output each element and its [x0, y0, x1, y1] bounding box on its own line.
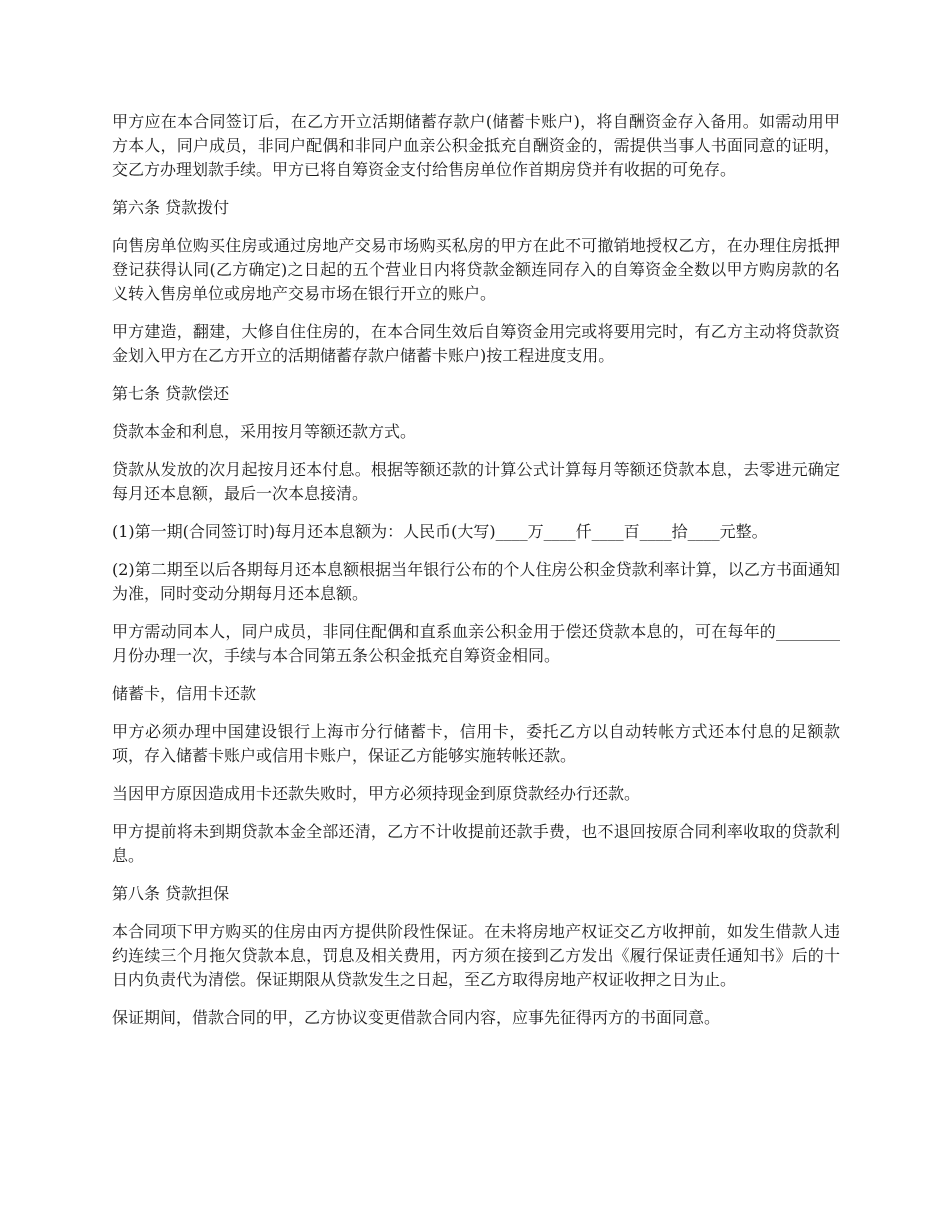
heading-article-6: 第六条 贷款拨付: [112, 198, 230, 217]
paragraph-provident-fund-use: 甲方需动同本人，同户成员，非同住配偶和直系血亲公积金用于偿还贷款本息的，可在每年的________月份办理一次，手续与本合同第五条公积金抵充自筹资金相同。: [112, 622, 840, 665]
paragraph-monthly-repayment: 贷款从发放的次月起按月还本付息。根据等额还款的计算公式计算每月等额还贷款本息，去零进元确定每月还本息额，最后一次本息接清。: [112, 460, 840, 503]
document-page: [112, 110, 840, 1044]
heading-article-8: 第八条 贷款担保: [112, 884, 230, 903]
paragraph-guarantee-period: 保证期间，借款合同的甲，乙方协议变更借款合同内容，应事先征得丙方的书面同意。: [112, 1008, 721, 1027]
paragraph-repayment-method: 贷款本金和利息，采用按月等额还款方式。: [112, 422, 417, 441]
paragraph-second-period-amount: (2)第二期至以后各期每月还本息额根据当年银行公布的个人住房公积金贷款利率计算，以乙方书面通知为准，同时变动分期每月还本息额。: [112, 560, 840, 603]
paragraph-guarantee: 本合同项下甲方购买的住房由丙方提供阶段性保证。在未将房地产权证交乙方收押前，如发生借款人违约连续三个月拖欠贷款本息，罚息及相关费用，丙方须在接到乙方发出《履行保证责任通知书》后的十日内负责代为清偿。保证期限从贷款发生之日起，至乙方取得房地产权证收押之日为止。: [112, 922, 840, 989]
paragraph-card-requirement: 甲方必须办理中国建设银行上海市分行储蓄卡，信用卡，委托乙方以自动转帐方式还本付息的足额款项，存入储蓄卡账户或信用卡账户，保证乙方能够实施转帐还款。: [112, 722, 840, 765]
paragraph-self-funds-deposit: 甲方应在本合同签订后，在乙方开立活期储蓄存款户(储蓄卡账户)，将自酬资金存入备用。如需动用甲方本人，同户成员，非同户配偶和非同户血亲公积金抵充自酬资金的，需提供当事人书面同意的证明，交乙方办理划款手续。甲方已将自筹资金支付给售房单位作首期房贷并有收据的可免存。: [112, 112, 840, 179]
paragraph-construction-loan: 甲方建造，翻建，大修自住住房的，在本合同生效后自筹资金用完或将要用完时，有乙方主动将贷款资金划入甲方在乙方开立的活期储蓄存款户储蓄卡账户)按工程进度支用。: [112, 322, 840, 365]
heading-card-repayment: 储蓄卡，信用卡还款: [112, 684, 257, 703]
heading-article-7: 第七条 贷款偿还: [112, 384, 230, 403]
paragraph-early-repayment: 甲方提前将未到期贷款本金全部还清，乙方不计收提前还款手费，也不退回按原合同利率收取的贷款利息。: [112, 822, 840, 865]
paragraph-first-period-amount: (1)第一期(合同签订时)每月还本息额为：人民币(大写)____万____仟____百____拾____元整。: [112, 522, 768, 541]
paragraph-loan-transfer: 向售房单位购买住房或通过房地产交易市场购买私房的甲方在此不可撤销地授权乙方，在办理住房抵押登记获得认同(乙方确定)之日起的五个营业日内将贷款金额连同存入的自筹资金全数以甲方购房款的名义转入售房单位或房地产交易市场在银行开立的账户。: [112, 236, 840, 303]
paragraph-card-failure: 当因甲方原因造成用卡还款失败时，甲方必须持现金到原贷款经办行还款。: [112, 784, 641, 803]
